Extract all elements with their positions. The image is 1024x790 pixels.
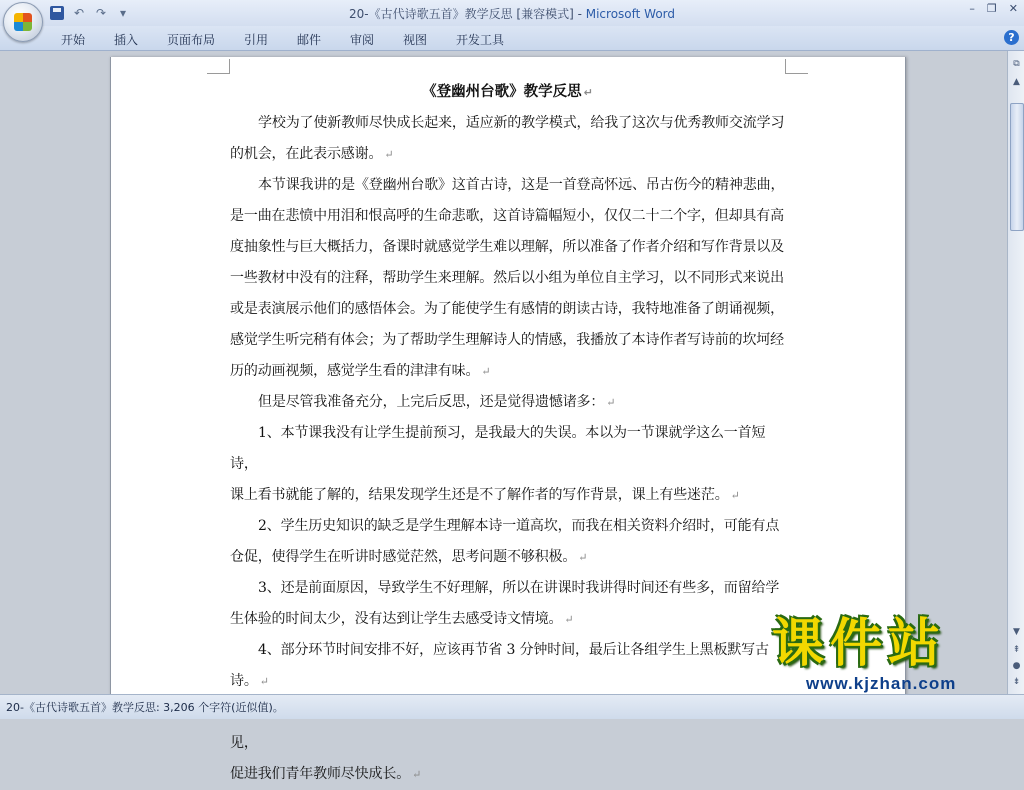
- undo-icon[interactable]: ↶: [73, 6, 85, 20]
- paragraph-2: [230, 170, 785, 387]
- office-logo-icon: [14, 13, 32, 31]
- scroll-down-button[interactable]: ▼: [1013, 627, 1020, 637]
- paragraph-1: [230, 108, 785, 170]
- paragraph-4: [230, 418, 785, 511]
- watermark-url: www.kjzhan.com: [806, 674, 957, 693]
- paragraph-7: [230, 635, 785, 697]
- scroll-thumb[interactable]: [1010, 103, 1024, 231]
- qat-dropdown-icon[interactable]: ▾: [119, 6, 127, 20]
- paragraph-mark: ↵: [606, 396, 616, 409]
- minimize-button[interactable]: –: [969, 2, 975, 15]
- paragraph-text: 学校为了使新教师尽快成长起来，适应新的教学模式，给我了这次与优秀教师交流学习 的机会，在此表示感谢。: [230, 115, 785, 162]
- tab-home[interactable]: 开始: [61, 33, 86, 47]
- paragraph-5: [230, 511, 785, 573]
- paragraph-text: 见， 促进我们青年教师尽快成长。: [230, 735, 411, 782]
- watermark-logo: [772, 614, 1012, 696]
- paragraph-mark: ↵: [564, 613, 574, 626]
- close-button[interactable]: ✕: [1008, 2, 1018, 15]
- view-ruler-icon[interactable]: ⧉: [1013, 59, 1020, 69]
- document-title-text: 《登幽州台歌》教学反思: [422, 84, 582, 100]
- help-icon[interactable]: ?: [1004, 30, 1019, 45]
- tab-page-layout[interactable]: 页面布局: [167, 33, 216, 47]
- paragraph-mark: ↵: [578, 551, 588, 564]
- paragraph-3: [230, 387, 785, 418]
- tab-references[interactable]: 引用: [244, 33, 269, 47]
- vertical-scrollbar[interactable]: [1007, 51, 1024, 694]
- window-title: [0, 5, 1024, 22]
- status-bar: [0, 694, 1024, 719]
- window-controls: [969, 2, 1018, 15]
- paragraph-mark: ↵: [583, 86, 593, 99]
- paragraph-mark: ↵: [384, 148, 394, 161]
- scroll-up-button[interactable]: ▲: [1013, 77, 1020, 87]
- status-word-count[interactable]: 20-《古代诗歌五首》教学反思: 3,206 个字符(近似值)。: [6, 701, 284, 714]
- paragraph-mark: ↵: [412, 768, 422, 781]
- paragraph-text: 3、还是前面原因，导致学生不好理解，所以在讲课时我讲得时间还有些多，而留给学 生体验的时间太少，没有达到让学生去感受诗文情境。: [230, 580, 780, 627]
- tab-mailings[interactable]: 邮件: [297, 33, 322, 47]
- paragraph-text: 本节课我讲的是《登幽州台歌》这首古诗，这是一首登高怀远、吊古伤今的精神悲曲， 是一曲在悲愤中用泪和恨高呼的生命悲歌，这首诗篇幅短小，仅仅二十二个字，但却具有高 度抽象性与巨大概括力，备课时就感觉学生难以理解，所以准备了作者介绍和写作背景以及 一些教材中没有的注释，帮助学生来理解。然后以小组为单位自主学习，以不同形式来说出 或是表演展示他们的感悟体会。为了能使学生有感情的朗读古诗，我特地准备了朗诵视频， 感觉学生听完稍有体会；为了帮助学生理解诗人的情感，我播放了本诗作者写诗前的坎坷经 历的动画视频，感觉学生看的津津有味。: [230, 177, 785, 379]
- paragraph-mark: ↵: [259, 675, 269, 688]
- margin-corner-right: [785, 59, 808, 74]
- tab-insert[interactable]: 插入: [114, 33, 139, 47]
- next-page-button[interactable]: ⇟: [1012, 677, 1021, 687]
- window-title-document: 20-《古代诗歌五首》教学反思 [兼容模式] -: [348, 7, 586, 21]
- redo-icon[interactable]: ↷: [95, 6, 107, 20]
- paragraph-mark: ↵: [481, 365, 491, 378]
- ribbon-tabs: [0, 26, 1024, 51]
- paragraph-text: 1、本节课我没有让学生提前预习，是我最大的失误。本以为一节课就学这么一首短诗， 课上看书就能了解的，结果发现学生还是不了解作者的写作背景，课上有些迷茫。: [230, 425, 766, 503]
- tab-view[interactable]: 视图: [403, 33, 428, 47]
- paragraph-text: 2、学生历史知识的缺乏是学生理解本诗一道高坎，而我在相关资料介绍时，可能有点 仓促，使得学生在听讲时感觉茫然，思考问题不够积极。: [230, 518, 780, 565]
- maximize-button[interactable]: ❐: [986, 2, 997, 15]
- tab-developer[interactable]: 开发工具: [456, 33, 505, 47]
- window-title-app: Microsoft Word: [585, 7, 676, 21]
- paragraph-text: 但是尽管我准备充分，上完后反思，还是觉得遗憾诸多：: [258, 394, 605, 410]
- office-button[interactable]: [3, 2, 43, 42]
- select-browse-object-button[interactable]: ●: [1012, 661, 1021, 671]
- paragraph-6: [230, 573, 785, 635]
- previous-page-button[interactable]: ⇞: [1012, 645, 1021, 655]
- paragraph-mark: ↵: [730, 489, 740, 502]
- margin-corner-left: [207, 59, 230, 74]
- paragraph-text: 4、部分环节时间安排不好，应该再节省 3 分钟时间，最后让各组学生上黑板默写古诗。: [230, 642, 769, 689]
- document-title: [230, 77, 785, 108]
- watermark-chars: 课件站: [772, 614, 947, 674]
- tab-review[interactable]: 审阅: [350, 33, 375, 47]
- title-bar: [0, 0, 1024, 26]
- document-body[interactable]: [230, 77, 785, 790]
